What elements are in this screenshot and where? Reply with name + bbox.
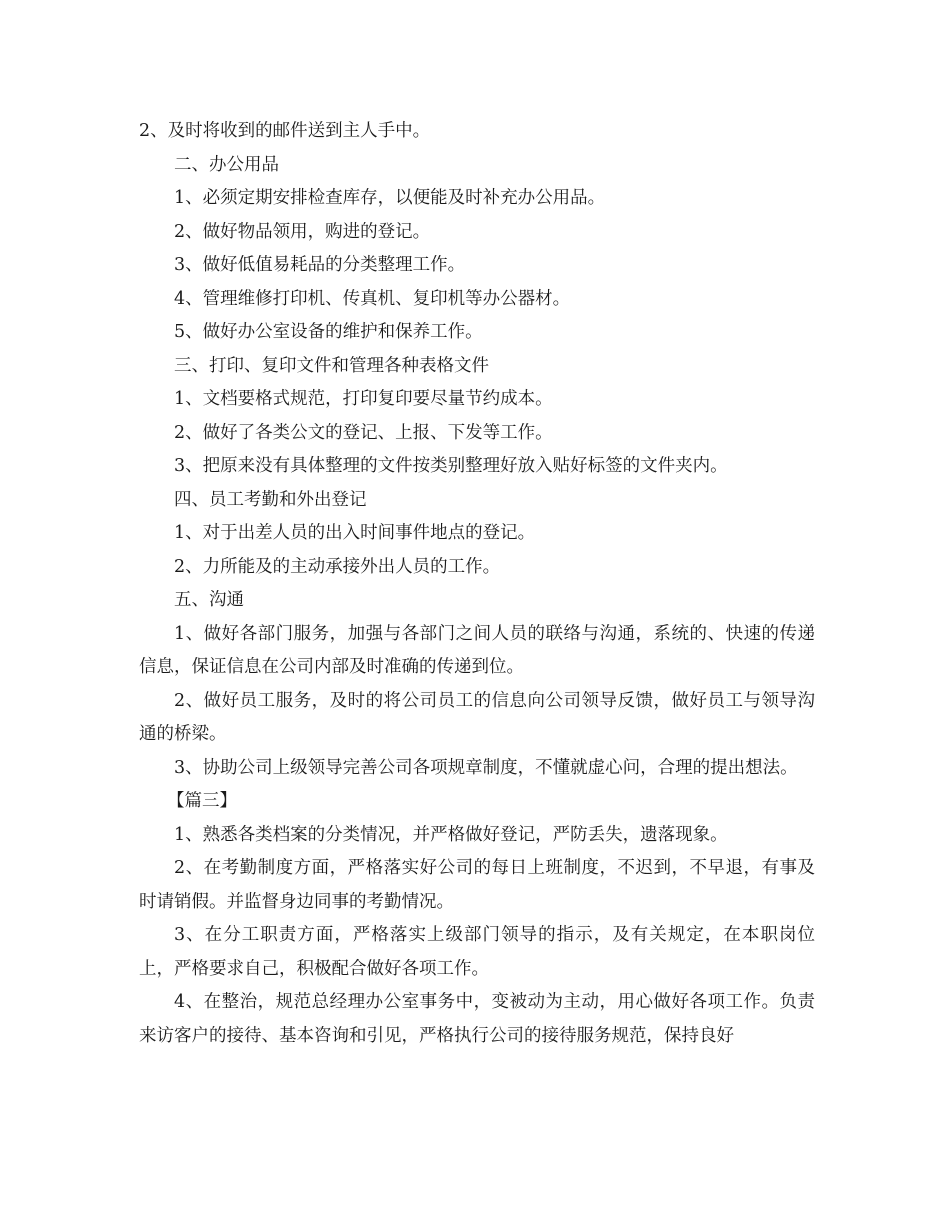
paragraph-attendance-item-2: 2、力所能及的主动承接外出人员的工作。 [174, 556, 501, 577]
paragraph-communication-item-2: 2、做好员工服务，及时的将公司员工的信息向公司领导反馈，做好员工与领导沟通的桥梁。 [139, 690, 815, 744]
paragraph-supplies-item-2: 2、做好物品领用，购进的登记。 [174, 221, 431, 242]
section-heading-office-supplies: 二、办公用品 [174, 154, 279, 175]
paragraph-attendance-item-1: 1、对于出差人员的出入时间事件地点的登记。 [174, 523, 536, 543]
paragraph-printing-item-2: 2、做好了各类公文的登记、上报、下发等工作。 [174, 422, 553, 443]
section-heading-part-three: 【篇三】 [167, 791, 237, 811]
paragraph-communication-item-3: 3、协助公司上级领导完善公司各项规章制度，不懂就虚心问，合理的提出想法。 [174, 757, 798, 778]
paragraph-communication-item-1: 1、做好各部门服务，加强与各部门之间人员的联络与沟通，系统的、快速的传递信息，保证信息在公司内部及时准确的传递到位。 [139, 623, 815, 677]
paragraph-supplies-item-5: 5、做好办公室设备的维护和保养工作。 [174, 322, 483, 342]
section-heading-communication: 五、沟通 [174, 590, 244, 610]
paragraph-part-three-item-2: 2、在考勤制度方面，严格落实好公司的每日上班制度，不迟到，不早退，有事及时请销假。并监督身边同事的考勤情况。 [139, 858, 815, 912]
paragraph-supplies-item-3: 3、做好低值易耗品的分类整理工作。 [174, 255, 466, 275]
paragraph-printing-item-3: 3、把原来没有具体整理的文件按类别整理好放入贴好标签的文件夹内。 [174, 456, 728, 476]
document-body [139, 115, 815, 1053]
section-heading-printing: 三、打印、复印文件和管理各种表格文件 [174, 355, 489, 376]
paragraph-mail-item-2: 2、及时将收到的邮件送到主人手中。 [139, 121, 431, 141]
paragraph-supplies-item-1: 1、必须定期安排检查库存，以便能及时补充办公用品。 [174, 188, 606, 208]
paragraph-printing-item-1: 1、文档要格式规范，打印复印要尽量节约成本。 [174, 389, 553, 409]
section-heading-attendance: 四、员工考勤和外出登记 [174, 489, 367, 510]
paragraph-part-three-item-4: 4、在整治，规范总经理办公室事务中，变被动为主动，用心做好各项工作。负责来访客户的接待、基本咨询和引见，严格执行公司的接待服务规范，保持良好 [139, 992, 815, 1046]
paragraph-part-three-item-1: 1、熟悉各类档案的分类情况，并严格做好登记，严防丢失，遗落现象。 [174, 824, 728, 845]
paragraph-part-three-item-3: 3、在分工职责方面，严格落实上级部门领导的指示，及有关规定，在本职岗位上，严格要求自己，积极配合做好各项工作。 [139, 925, 815, 979]
paragraph-supplies-item-4: 4、管理维修打印机、传真机、复印机等办公器材。 [174, 288, 571, 309]
